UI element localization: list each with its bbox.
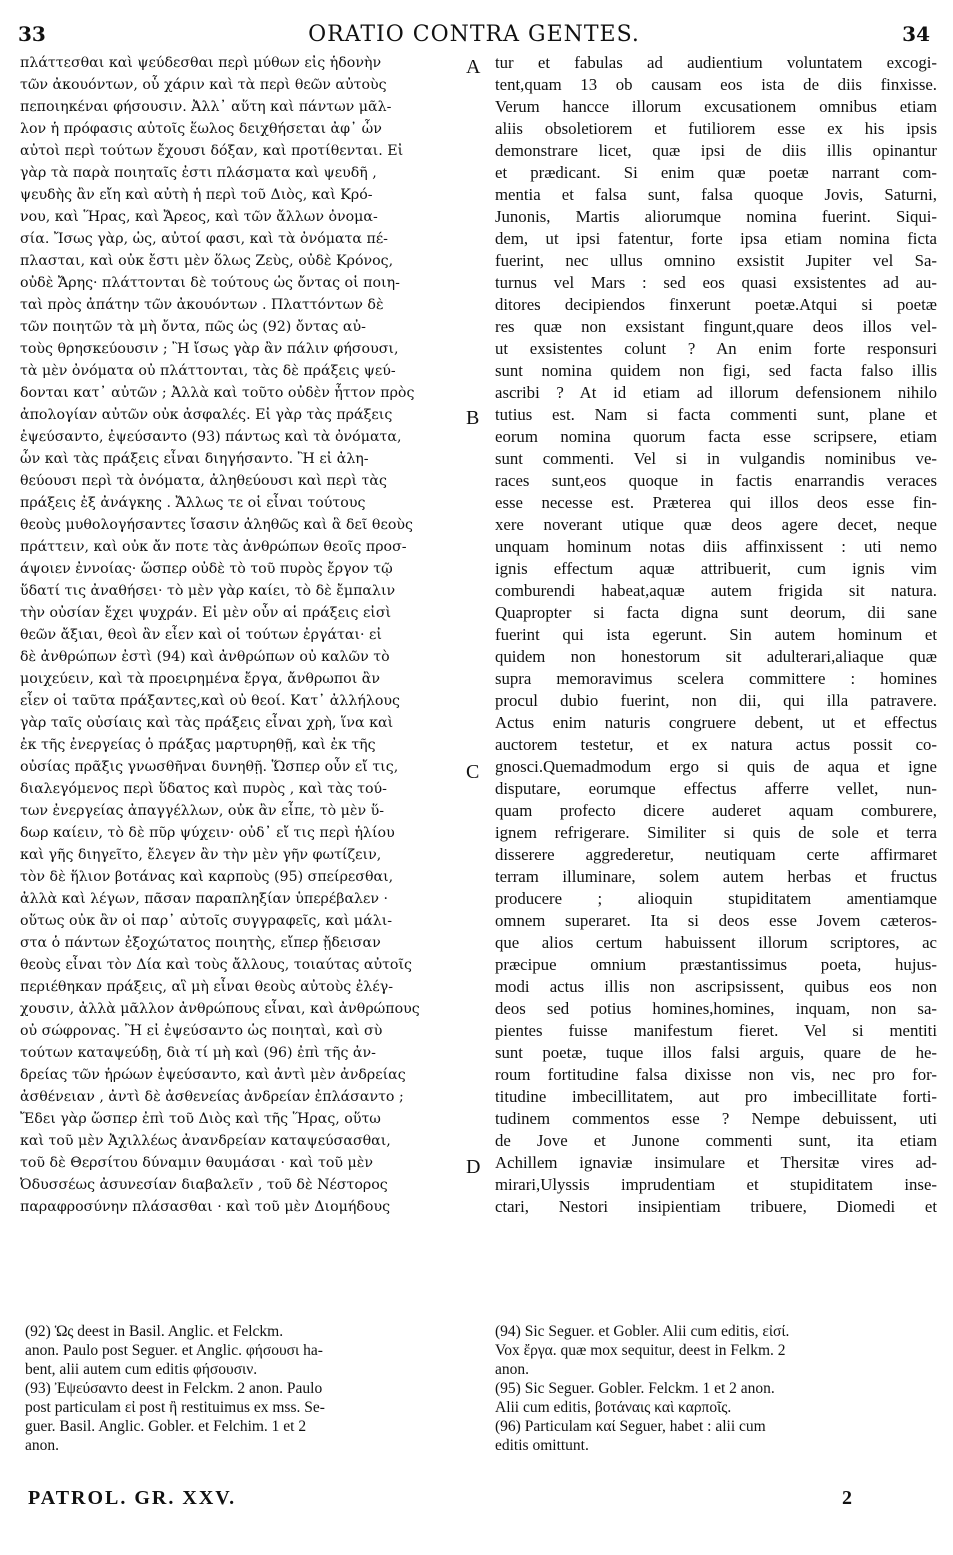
latin-text-line: quidem non honestorum sit adulterari,aliaque quæ <box>495 647 937 666</box>
latin-text-line: que alios certum habuissent illorum scriptores, ac <box>495 933 937 952</box>
latin-text-line: Verum hancce illorum excusationem omnibus etiam <box>495 97 937 116</box>
footnote-line: (93) Ἐψεύσαντο deest in Felckm. 2 anon. Paulo <box>25 1380 323 1397</box>
greek-text-line: θεοὺς μυθολογήσαντες ἴσασιν ἀληθῶς καὶ ἃ δεῖ θεοὺς <box>20 517 413 533</box>
latin-text-line: res quæ non exsistant fingunt,quare deos illos vel- <box>495 317 937 336</box>
footnote-line: guer. Basil. Anglic. Gobler. et Felchim. 1 et 2 <box>25 1418 307 1435</box>
greek-text-line: ὧν καὶ τὰς πράξεις εἶναι διηγήσαντο. Ἢ εἰ ἀλη- <box>20 451 369 467</box>
greek-text-line: δὲ ἀνθρώπων ἐστὶ (94) καὶ ἀνθρώπων οὐ καλῶν τὸ <box>20 649 390 665</box>
latin-text-line: terram illuminare, solem autem herbas et fructus <box>495 867 937 886</box>
footnote-line: anon. <box>495 1361 530 1378</box>
greek-text-line: παραφροσύνην πλάσασθαι · καὶ τοῦ μὲν Διομήδους <box>20 1199 391 1215</box>
latin-text-line: sunt commenti. Vel si in vulgandis nominibus ve- <box>495 449 937 468</box>
section-marker-d: D <box>466 1156 481 1178</box>
greek-text-line: γὰρ τὰ παρὰ ποιηταῖς ἐστι πλάσματα καὶ ψευδῆ , <box>20 165 377 181</box>
greek-text-line: θεῶν ἄξιαι, θεοὶ ἂν εἶεν καὶ οἱ τούτων ἐργάται· εἰ <box>20 627 382 643</box>
latin-text-line: mentia et falsa sunt, falsa quoque Jovis, Saturni, <box>495 185 937 204</box>
latin-text-line: disserere aggrederetur, neutiquam certe affirmaret <box>495 845 937 864</box>
footnote-line: editis omittunt. <box>495 1437 589 1454</box>
greek-text-line: τὰ μὲν ὀνόματα οὐ πλάττονται, τὰς δὲ πράξεις ψεύ- <box>20 363 396 379</box>
latin-text-line: dem, ut ipsi fatentur, forte ipsa etiam nomina ficta <box>495 229 937 248</box>
page-number-right: 34 <box>902 22 930 46</box>
latin-text-line: tutius est. Nam si facta commenti sunt, plane et <box>495 405 937 424</box>
latin-text-line: sunt poetæ, tuque illos falsi arguis, quare de he- <box>495 1043 937 1062</box>
greek-text-line: ψευδὴς ἂν εἴη καὶ αὐτὴ ἡ περὶ τοῦ Διὸς, καὶ Κρό- <box>20 187 373 203</box>
greek-text-line: τούτων καταψεύδῃ, διὰ τί μὴ καὶ (96) ἐπὶ τῆς ἀν- <box>20 1045 376 1061</box>
footnote-line: anon. Paulo post Seguer. et Anglic. φήσουσι ha- <box>25 1342 323 1359</box>
latin-text-line: tudinem commentos esse ? Nempe debuissent, uti <box>495 1109 937 1128</box>
latin-text-line: demonstrare licet, quæ ipsi de diis illis opinantur <box>495 141 937 160</box>
latin-text-line: fuerint qui ista egerunt. Sin autem hominum et <box>495 625 937 644</box>
latin-text-line: Achillem ignaviæ insimulare et Thersitæ vires ad- <box>495 1153 937 1172</box>
latin-text-line: et prædicant. Si enim quæ poetæ narrant com- <box>495 163 937 182</box>
greek-text-line: περιέθηκαν πράξεις, αἳ μὴ εἶναι θεοὺς αὐτοὺς ἐλέγ- <box>20 979 393 995</box>
latin-text-line: esse necesse est. Præterea qui illos deos esse fin- <box>495 493 937 512</box>
latin-text-line: turnus vel Mars : sed eos quasi exsistentes ad au- <box>495 273 937 292</box>
greek-text-line: τὴν οὐσίαν ἔχει ψυχράν. Εἰ μὲν οὖν αἱ πράξεις εἰσὶ <box>20 605 392 621</box>
greek-text-line: τοῦ δὲ Θερσίτου δύναμιν θαυμάσαι · καὶ τοῦ μὲν <box>20 1155 373 1171</box>
latin-text-line: de Jove et Junone commenti sunt, ita etiam <box>495 1131 937 1150</box>
greek-text-line: πλασται, καὶ οὐκ ἔστι μὲν ὅλως Ζεὺς, οὐδὲ Κρόνος, <box>20 253 394 269</box>
greek-text-line: τὸν δὲ ἥλιον βοτάνας καὶ καρποὺς (95) σπείρεσθαι, <box>20 869 394 885</box>
latin-text-line: ctari, Nestori insipientiam tribuere, Diomedi et <box>495 1197 937 1216</box>
latin-text-line: omnem superaret. Ita si deos esse Jovem cæteros- <box>495 911 937 930</box>
latin-text-line: Actus enim naturis congruere debent, ut et effectus <box>495 713 937 732</box>
greek-text-line: δονται κατ᾽ αὐτῶν ; Ἀλλὰ καὶ τοῦτο οὐδὲν ἧττον πρὸς <box>20 385 415 401</box>
footnote-line: anon. <box>25 1437 60 1454</box>
greek-text-line: λον ἡ πρόφασις αὐτοῖς ἕωλος δειχθήσεται ἀφ᾽ ὧν <box>20 121 382 137</box>
footnote-line: (95) Sic Seguer. Gobler. Felckm. 1 et 2 anon. <box>495 1380 775 1397</box>
greek-text-line: ἀσθένειαν , ἀντὶ δὲ ἀσθενείας ἀνδρείαν ἐπλάσαντο ; <box>20 1089 404 1105</box>
footnote-line: (94) Sic Seguer. et Gobler. Alii cum editis, εἰσί. <box>495 1323 790 1340</box>
footer-volume-label: PATROL. GR. XXV. <box>28 1487 237 1509</box>
greek-text-line: στα ὁ πάντων ἐξοχώτατος ποιητὴς, εἴπερ ᾔδεισαν <box>20 935 381 951</box>
greek-text-line: πλάττεσθαι καὶ ψεύδεσθαι περὶ μύθων εἰς ἡδονὴν <box>20 55 382 71</box>
latin-text-line: deos sed potius homines,homines, inquam, non sa- <box>495 999 937 1018</box>
page-number-left: 33 <box>18 22 46 46</box>
section-marker-a: A <box>466 56 481 78</box>
greek-text-line: χουσιν, ἀλλὰ μᾶλλον ἀνθρώπους εἶναι, καὶ ἀνθρώπους <box>20 1001 420 1017</box>
greek-text-line: των ἐνεργείας ἀπαγγέλλων, οὐκ ἂν εἶπε, τὸ μὲν ὕ- <box>20 803 385 819</box>
greek-text-line: τῶν ποιητῶν τὰ μὴ ὄντα, πῶς ὡς (92) ὄντας αὐ- <box>20 319 366 335</box>
greek-text-line: σία. Ἴσως γὰρ, ὡς, αὐτοί φασι, καὶ τὰ ὀνόματα πέ- <box>20 231 388 247</box>
greek-text-line: πράξεις ἐξ ἀνάγκης . Ἄλλως τε οἱ εἶναι τούτους <box>20 495 366 511</box>
greek-text-line: πράττειν, καὶ οὐκ ἄν ποτε τὰς ἀνθρώπων θεοῖς προσ- <box>20 539 407 555</box>
latin-text-line: ignis effectum aquæ attribuerit, cum ignis vim <box>495 559 937 578</box>
greek-text-line: νου, καὶ Ἥρας, καὶ Ἄρεος, καὶ τῶν ἄλλων ὀνομα- <box>20 209 378 225</box>
running-title: ORATIO CONTRA GENTES. <box>308 22 640 47</box>
latin-text-line: aliis obsoletiorem et futiliorem esse ex his ipsis <box>495 119 937 138</box>
greek-text-line: ὕδατί τις ἀναθήσει· τὸ μὲν γὰρ καίει, τὸ δὲ ἔμπαλιν <box>20 583 396 599</box>
latin-text-line: supra memoravimus scelera committere : homines <box>495 669 937 688</box>
greek-text-line: διαλεγόμενος περὶ ὕδατος καὶ πυρὸς , καὶ τὰς τού- <box>20 781 387 797</box>
latin-text-line: ascribi ? At id etiam ad illorum defensionem nihilo <box>495 383 937 402</box>
latin-text-line: roum fortitudine falsa dixisse non vis, nec pro for- <box>495 1065 937 1084</box>
latin-text-line: comburendi habeat,aquæ autem frigida sit natura. <box>495 581 937 600</box>
greek-text-line: άψοιεν ἐννοίας· ὥσπερ οὐδὲ τὸ τοῦ πυρὸς ἔργον τῷ <box>20 561 393 577</box>
latin-text-line: pientes fuisse manifestum fieret. Vel si mentiti <box>495 1021 937 1040</box>
section-marker-c: C <box>466 761 480 783</box>
latin-text-line: procul dubio fuerint, non dii, qui illa patravere. <box>495 691 937 710</box>
greek-text-line: ἀπολογίαν αὐτῶν οὐκ ἀσφαλές. Εἰ γὰρ τὰς πράξεις <box>20 407 393 423</box>
latin-text-line: fuerint, nec ullus omnino exsistit Jupiter vel Sa- <box>495 251 937 270</box>
greek-text-line: οὐσίας πρᾶξις γνωσθῆναι δυνηθῇ. Ὥσπερ οὖν εἴ τις, <box>20 759 399 775</box>
greek-text-line: ἀλλὰ καὶ λέγων, πᾶσαν παραπληξίαν ὑπερέβαλεν · <box>20 891 389 907</box>
latin-text-line: tur et fabulas ad audientium voluntatem excogi- <box>495 53 937 72</box>
footnote-line: bent, alii autem cum editis φήσουσιν. <box>25 1361 258 1378</box>
latin-text-line: ditores decipiendos finxerunt poetæ.Atqui si poetæ <box>495 295 937 314</box>
greek-text-line: πεποιηκέναι φήσουσιν. Ἀλλ᾽ αὕτη καὶ πάντων μᾶλ- <box>20 99 392 115</box>
footnotes-left <box>25 1322 465 1455</box>
greek-text-line: εἶεν οἱ ταῦτα πράξαντες,καὶ οὐ θεοί. Κατ᾽ ἀλλήλους <box>20 693 400 709</box>
greek-text-line: ταὶ πρὸς ἀπάτην τῶν ἀκουόντων . Πλαττόντων δὲ <box>20 297 384 313</box>
greek-text-line: δρείας τῶν ἡρώων ἐψεύσαντο, καὶ ἀντὶ μὲν ἀνδρείας <box>20 1067 406 1083</box>
greek-text-line: δωρ καίειν, τὸ δὲ πῦρ ψύχειν· οὐδ᾽ εἴ τις περὶ ἡλίου <box>20 825 395 841</box>
greek-text-line: καὶ τοῦ μὲν Ἀχιλλέως ἀνανδρείαν καταψεύσασθαι, <box>20 1133 391 1149</box>
footnote-line: Alii cum editis, βοτάναις καὶ καρποῖς. <box>495 1399 732 1416</box>
greek-text-line: αὐτοὶ περὶ τούτων ἔχουσι δόξαν, καὶ προτίθενται. Εἰ <box>20 143 404 159</box>
latin-text-column <box>495 52 937 1218</box>
greek-text-line: οὕτως οὐκ ἂν οἱ παρ᾽ αὐτοῖς συγγραφεῖς, καὶ μάλι- <box>20 913 393 929</box>
latin-text-line: Quapropter si facta digna sunt deorum, dii sane <box>495 603 937 622</box>
latin-text-line: sunt nomina quidem non figi, sed facta falso illis <box>495 361 937 380</box>
greek-text-line: θεοὺς εἶναι τὸν Δία καὶ τοὺς ἄλλους, τοιαύτας αὐτοῖς <box>20 957 412 973</box>
footnote-line: (96) Particulam καί Seguer, habet : alii cum <box>495 1418 766 1435</box>
page-header <box>18 22 930 52</box>
greek-text-line: μοιχεύειν, καὶ τὰ προειρημένα ἔργα, ἄνθρωποι ἂν <box>20 671 380 687</box>
greek-text-line: οὐδὲ Ἄρης· πλάττονται δὲ τούτους ὡς ὄντας οἱ ποιη- <box>20 275 400 291</box>
latin-text-line: gnosci.Quemadmodum ergo si quis de aqua et igne <box>495 757 937 776</box>
greek-text-line: γὰρ ταῖς οὐσίαις καὶ τὰς πράξεις εἶναι χρὴ, ἵνα καὶ <box>20 715 394 731</box>
latin-text-line: disputare, eorumque effectus afferre vellet, nun- <box>495 779 937 798</box>
latin-text-line: quam profecto dicere auderet aquam comburere, <box>495 801 937 820</box>
greek-text-line: Ἔδει γὰρ ὥσπερ ἐπὶ τοῦ Διὸς καὶ τῆς Ἥρας, οὕτω <box>20 1111 381 1127</box>
greek-text-line: θεύουσι περὶ τὰ ὀνόματα, ἀληθεύουσι καὶ περὶ τὰς <box>20 473 387 489</box>
greek-text-line: καὶ γῆς διηγεῖτο, ἔλεγεν ἂν τὴν μὲν γῆν φωτίζειν, <box>20 847 382 863</box>
latin-text-line: races sunt,eos quoque in factis enarrandis veraces <box>495 471 937 490</box>
latin-text-line: tent,quam 13 ob causam eos ista de diis finxisse. <box>495 75 937 94</box>
latin-text-line: mirari,Ulyssis imprudentiam et stupiditatem inse- <box>495 1175 937 1194</box>
greek-text-line: οὐ σώφρονας. Ἢ εἰ ἐψεύσαντο ὡς ποιηταὶ, καὶ σὺ <box>20 1023 383 1039</box>
footer-signature-number: 2 <box>842 1487 852 1509</box>
greek-text-line: τῶν ἀκουόντων, οὗ χάριν καὶ τὰ περὶ θεῶν αὐτοὺς <box>20 77 387 93</box>
greek-text-line: ἐψεύσαντο, ἐψεύσαντο (93) πάντως καὶ τὰ ὀνόματα, <box>20 429 402 445</box>
greek-text-line: Ὀδυσσέως ἀσυνεσίαν διαβαλεῖν , τοῦ δὲ Νέστορος <box>20 1177 388 1193</box>
greek-text-column <box>20 52 460 1218</box>
greek-text-line: τοὺς θρησκεύουσιν ; Ἢ ἴσως γὰρ ἂν πάλιν φήσουσι, <box>20 341 399 357</box>
latin-text-line: ignem refrigerare. Similiter si quis de sole et terra <box>495 823 937 842</box>
latin-text-line: producere ; alioquin stupiditatem amentiamque <box>495 889 937 908</box>
latin-text-line: titudine imbecillitatem, aut pro imbecillitate forti- <box>495 1087 937 1106</box>
latin-text-line: modi actus illis non ascripsissent, quibus eos non <box>495 977 937 996</box>
footnotes-right <box>495 1322 935 1455</box>
latin-text-line: ut exsistentes colunt ? An enim forte responsuri <box>495 339 937 358</box>
footnote-line: Vox ἔργα. quæ mox sequitur, deest in Felkm. 2 <box>495 1342 786 1359</box>
latin-text-line: xere noverant utique quæ deos agere decet, neque <box>495 515 937 534</box>
greek-text-line: ἐκ τῆς ἐνεργείας ὁ πράξας μαρτυρηθῇ, καὶ ἐκ τῆς <box>20 737 376 753</box>
latin-text-line: eorum nomina quorum facta esse scripsere, etiam <box>495 427 937 446</box>
latin-text-line: auctorem testetur, et ex natura actus possit co- <box>495 735 937 754</box>
latin-text-line: Junonis, Martis aliorumque nomina fuerint. Siqui- <box>495 207 937 226</box>
latin-text-line: præcipue omnium præstantissimus poeta, hujus- <box>495 955 937 974</box>
footnote-line: post particulam εἰ post ἢ restituimus ex mss. Se- <box>25 1399 325 1416</box>
latin-text-line: unquam hominum notas diis affinxissent : uti nemo <box>495 537 937 556</box>
footnote-line: (92) Ὡς deest in Basil. Anglic. et Felckm. <box>25 1323 284 1340</box>
section-marker-b: B <box>466 407 480 429</box>
